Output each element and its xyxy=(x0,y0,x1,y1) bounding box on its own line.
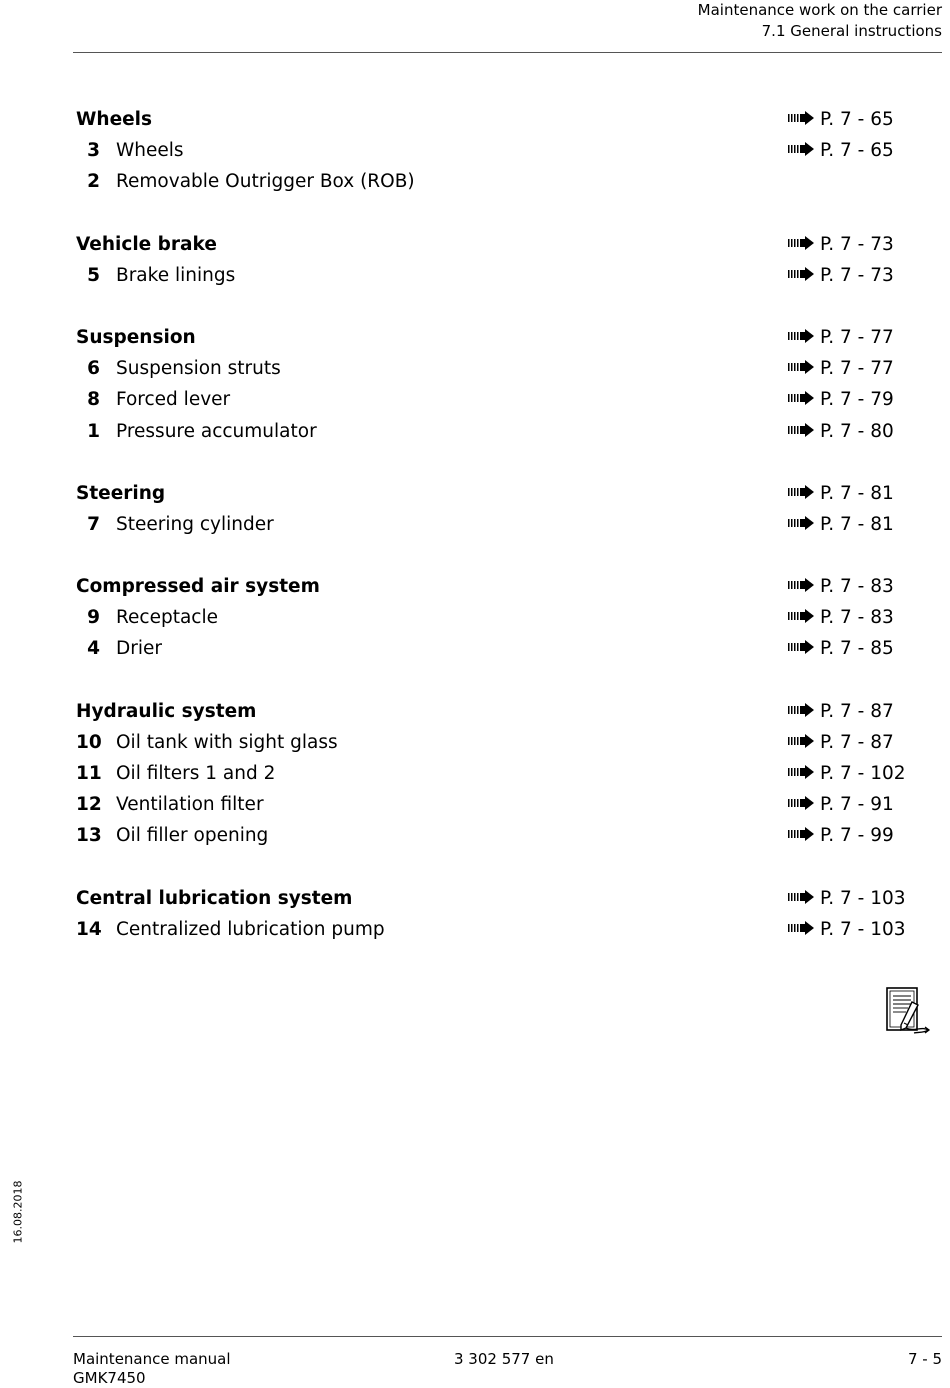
page-reference[interactable] xyxy=(788,696,894,727)
item-number: 3 xyxy=(87,140,100,162)
list-item xyxy=(76,633,896,664)
reference-arrow-icon xyxy=(788,236,814,250)
item-label: Suspension struts xyxy=(116,358,281,380)
page-reference[interactable] xyxy=(788,914,906,945)
reference-arrow-icon xyxy=(788,423,814,437)
page-reference-text: P. 7 - 87 xyxy=(820,700,894,722)
item-label: Brake linings xyxy=(116,264,236,286)
list-item xyxy=(76,353,896,384)
page-reference[interactable] xyxy=(788,789,894,820)
section-title: 7.1 General instructions xyxy=(761,22,942,40)
page-reference[interactable] xyxy=(788,135,894,166)
item-label: Receptacle xyxy=(116,607,218,629)
item-number: 4 xyxy=(87,638,100,660)
page-reference[interactable] xyxy=(788,322,894,353)
reference-arrow-icon xyxy=(788,329,814,343)
reference-arrow-icon xyxy=(788,890,814,904)
page-reference[interactable] xyxy=(788,478,894,509)
item-label: Drier xyxy=(116,638,162,660)
section-title: Wheels xyxy=(76,109,153,130)
section-3 xyxy=(76,478,896,540)
page-reference[interactable] xyxy=(788,571,894,602)
page-reference-text: P. 7 - 77 xyxy=(820,358,894,380)
model-name: GMK7450 xyxy=(73,1369,146,1387)
section-title: Central lubrication system xyxy=(76,887,353,909)
reference-arrow-icon xyxy=(788,142,814,156)
date-stamp: 16.08.2018 xyxy=(11,1180,25,1244)
page-reference-text: P. 7 - 83 xyxy=(820,576,894,598)
page-reference[interactable] xyxy=(788,758,906,789)
list-item xyxy=(76,602,896,633)
page-reference[interactable] xyxy=(788,602,894,633)
page-reference-text: P. 7 - 83 xyxy=(820,607,894,629)
page-reference[interactable] xyxy=(788,820,894,851)
page-reference-text: P. 7 - 85 xyxy=(820,638,894,660)
page-reference-text: P. 7 - 73 xyxy=(820,264,894,286)
item-number: 6 xyxy=(87,358,100,380)
maintenance-index xyxy=(76,104,906,976)
page-reference-text: P. 7 - 102 xyxy=(820,763,906,784)
item-number: 10 xyxy=(76,731,102,753)
section-title: Vehicle brake xyxy=(76,233,217,255)
reference-arrow-icon xyxy=(788,765,814,779)
item-number: 2 xyxy=(87,171,100,193)
page-reference-text: P. 7 - 103 xyxy=(820,887,906,909)
page-reference-text: P. 7 - 81 xyxy=(820,513,894,535)
item-label: Removable Outrigger Box (ROB) xyxy=(116,171,415,193)
item-label: Steering cylinder xyxy=(116,513,274,535)
reference-arrow-icon xyxy=(788,921,814,935)
reference-arrow-icon xyxy=(788,578,814,592)
section-heading xyxy=(76,229,896,260)
section-heading xyxy=(76,696,896,727)
section-6 xyxy=(76,883,906,945)
item-number: 1 xyxy=(87,420,100,442)
page-reference[interactable] xyxy=(788,384,894,415)
document-number: 3 302 577 en xyxy=(454,1350,554,1368)
page-reference-text: P. 7 - 99 xyxy=(820,825,894,847)
reference-arrow-icon xyxy=(788,827,814,841)
item-label: Oil filters 1 and 2 xyxy=(116,763,276,784)
page-reference[interactable] xyxy=(788,104,894,135)
item-number: 7 xyxy=(87,513,100,535)
page-reference[interactable] xyxy=(788,633,894,664)
page-reference[interactable] xyxy=(788,883,906,914)
page-reference-text: P. 7 - 91 xyxy=(820,794,894,816)
list-item xyxy=(76,789,896,820)
reference-arrow-icon xyxy=(788,609,814,623)
manual-title: Maintenance manual xyxy=(73,1350,231,1368)
page-reference[interactable] xyxy=(788,229,894,260)
reference-arrow-icon xyxy=(788,391,814,405)
section-1 xyxy=(76,229,896,291)
header-divider xyxy=(73,52,942,53)
reference-arrow-icon xyxy=(788,360,814,374)
reference-arrow-icon xyxy=(788,640,814,654)
footer-manual-info xyxy=(73,1350,231,1388)
list-item xyxy=(76,758,906,789)
item-number: 9 xyxy=(87,607,100,629)
item-label: Pressure accumulator xyxy=(116,420,317,442)
item-number: 11 xyxy=(76,763,102,784)
page-reference-text: P. 7 - 73 xyxy=(820,233,894,255)
item-label: Wheels xyxy=(116,140,184,162)
item-label: Forced lever xyxy=(116,389,231,411)
list-item xyxy=(76,384,896,415)
section-title: Hydraulic system xyxy=(76,700,257,722)
item-label: Centralized lubrication pump xyxy=(116,918,385,940)
page-reference-text: P. 7 - 79 xyxy=(820,389,894,411)
item-number: 14 xyxy=(76,918,102,940)
item-label: Oil tank with sight glass xyxy=(116,731,338,753)
list-item xyxy=(76,166,896,197)
page-reference-text: P. 7 - 80 xyxy=(820,420,894,442)
section-title: Compressed air system xyxy=(76,576,320,598)
page-reference[interactable] xyxy=(788,727,894,758)
section-title: Suspension xyxy=(76,326,196,348)
section-2 xyxy=(76,322,896,447)
page-reference-text: P. 7 - 81 xyxy=(820,482,894,504)
reference-arrow-icon xyxy=(788,796,814,810)
list-item xyxy=(76,260,896,291)
reference-arrow-icon xyxy=(788,485,814,499)
note-writing-icon xyxy=(884,986,932,1036)
page-reference[interactable] xyxy=(788,353,894,384)
list-item xyxy=(76,509,896,540)
item-number: 8 xyxy=(87,389,100,411)
page-reference[interactable] xyxy=(788,260,894,291)
section-4 xyxy=(76,571,896,665)
reference-arrow-icon xyxy=(788,111,814,125)
page-reference-text: P. 7 - 77 xyxy=(820,326,894,348)
page-number: 7 - 5 xyxy=(907,1350,942,1368)
page-reference-text: P. 7 - 87 xyxy=(820,731,894,753)
section-0 xyxy=(76,104,896,198)
item-label: Ventilation filter xyxy=(116,794,264,816)
page-reference-text: P. 7 - 65 xyxy=(820,140,894,162)
page-reference[interactable] xyxy=(788,416,894,447)
list-item xyxy=(76,727,896,758)
reference-arrow-icon xyxy=(788,734,814,748)
page-reference-text: P. 7 - 65 xyxy=(820,109,894,130)
list-item xyxy=(76,820,896,851)
section-5 xyxy=(76,696,906,852)
footer-divider xyxy=(73,1336,942,1337)
reference-arrow-icon xyxy=(788,267,814,281)
section-heading xyxy=(76,104,896,135)
item-label: Oil filler opening xyxy=(116,825,269,847)
item-number: 12 xyxy=(76,794,102,816)
list-item xyxy=(76,914,906,945)
item-number: 13 xyxy=(76,825,102,847)
page-reference-text: P. 7 - 103 xyxy=(820,918,906,940)
section-heading xyxy=(76,571,896,602)
section-heading xyxy=(76,478,896,509)
list-item xyxy=(76,416,896,447)
reference-arrow-icon xyxy=(788,703,814,717)
chapter-title: Maintenance work on the carrier xyxy=(697,1,942,19)
reference-arrow-icon xyxy=(788,516,814,530)
list-item xyxy=(76,135,896,166)
section-heading xyxy=(76,322,896,353)
section-title: Steering xyxy=(76,482,166,504)
page-reference[interactable] xyxy=(788,509,894,540)
section-heading xyxy=(76,883,906,914)
item-number: 5 xyxy=(87,264,100,286)
page-header xyxy=(698,0,942,42)
